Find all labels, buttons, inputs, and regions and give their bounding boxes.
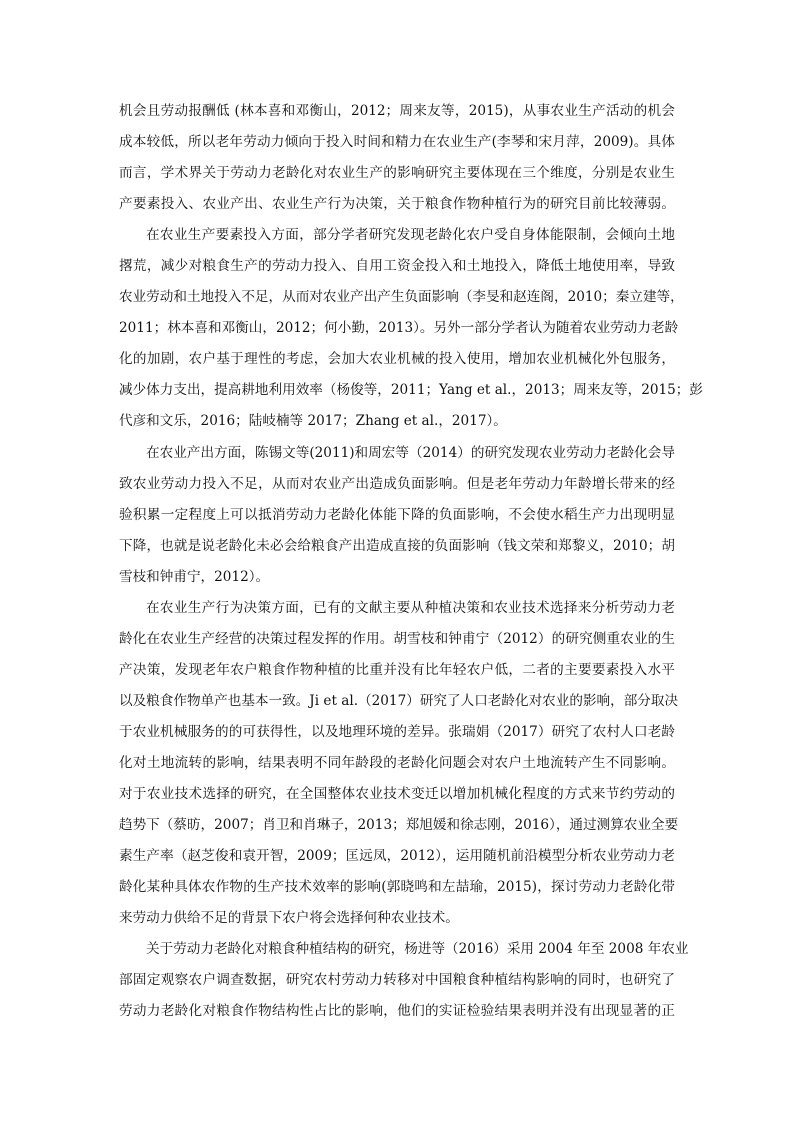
text-line: 减少体力支出，提高耕地利用效率（杨俊等，2011；Yang et al.，2013；周来友等，2015；彭 [119,382,703,399]
text-line: 下降，也就是说老龄化未必会给粮食产出造成直接的负面影响（钱文荣和郑黎义，2010；胡 [119,537,675,554]
text-line: 产决策，发现老年农户粮食作物种植的比重并没有比年轻农户低，二者的主要要素投入水平 [119,661,675,678]
text-line: 化对土地流转的影响，结果表明不同年龄段的老龄化问题会对农户土地流转产生不同影响。 [119,754,675,771]
text-line: 以及粮食作物单产也基本一致。Ji et al.（2017）研究了人口老龄化对农业的影响，部分取决 [119,692,679,709]
text-line: 雪枝和钟甫宁，2012）。 [119,568,270,585]
text-line: 于农业机械服务的的可获得性，以及地理环境的差异。张瑞娟（2017）研究了农村人口老龄 [119,723,675,740]
text-line: 龄化在农业生产经营的决策过程发挥的作用。胡雪枝和钟甫宁（2012）的研究侧重农业的生 [119,630,675,647]
text-line: 关于劳动力老龄化对粮食种植结构的研究，杨进等（2016）采用 2004 年至 2008 年农业 [146,941,689,958]
text-line: 2011；林本喜和邓衡山，2012；何小勤，2013）。另外一部分学者认为随着农业劳动力老龄 [119,320,679,337]
text-line: 部固定观察农户调查数据，研究农村劳动力转移对中国粮食种植结构影响的同时，也研究了 [119,972,675,989]
text-line: 撂荒，减少对粮食生产的劳动力投入、自用工资金投入和土地投入，降低土地使用率，导致 [119,258,675,275]
text-line: 在农业生产要素投入方面，部分学者研究发现老龄化农户受自身体能限制，会倾向土地 [146,227,675,244]
text-line: 而言，学术界关于劳动力老龄化对农业生产的影响研究主要体现在三个维度，分别是农业生 [119,165,675,182]
text-line: 对于农业技术选择的研究，在全国整体农业技术变迁以增加机械化程度的方式来节约劳动的 [119,786,675,803]
text-line: 致农业劳动力投入不足，从而对农业产出造成负面影响。但是老年劳动力年龄增长带来的经 [119,475,675,492]
text-line: 验积累一定程度上可以抵消劳动力老龄化体能下降的负面影响，不会使水稻生产力出现明显 [119,506,675,523]
text-line: 成本较低，所以老年劳动力倾向于投入时间和精力在农业生产(李琴和宋月萍，2009)。具体 [119,134,675,151]
text-line: 机会且劳动报酬低 (林本喜和邓衡山，2012；周来友等，2015)，从事农业生产活动的机会 [119,103,675,119]
text-line: 在农业生产行为决策方面，已有的文献主要从种植决策和农业技术选择来分析劳动力老 [146,599,675,616]
body-text [119,96,703,1027]
text-line: 趋势下（蔡昉，2007；肖卫和肖琳子，2013；郑旭媛和徐志刚，2016），通过测算农业全要 [119,817,679,834]
text-line: 化的加剧，农户基于理性的考虑，会加大农业机械的投入使用，增加农业机械化外包服务， [119,351,675,368]
text-line: 来劳动力供给不足的背景下农户将会选择何种农业技术。 [119,910,459,927]
text-line: 农业劳动和土地投入不足，从而对农业产出产生负面影响（李旻和赵连阁，2010；秦立建等， [119,289,684,306]
text-line: 劳动力老龄化对粮食作物结构性占比的影响，他们的实证检验结果表明并没有出现显著的正 [119,1003,675,1020]
text-line: 龄化某种具体农作物的生产技术效率的影响(郭晓鸣和左喆瑜，2015)，探讨劳动力老龄化带 [119,879,675,896]
text-line: 素生产率（赵芝俊和袁开智，2009；匡远凤，2012），运用随机前沿模型分析农业劳动力老 [119,848,675,865]
text-line: 在农业产出方面，陈锡文等(2011)和周宏等（2014）的研究发现农业劳动力老龄化会导 [146,444,675,461]
text-line: 产要素投入、农业产出、农业生产行为决策，关于粮食作物种植行为的研究目前比较薄弱。 [119,196,675,213]
text-line: 代彦和文乐，2016；陆岐楠等 2017；Zhang et al.，2017）。 [119,413,507,430]
